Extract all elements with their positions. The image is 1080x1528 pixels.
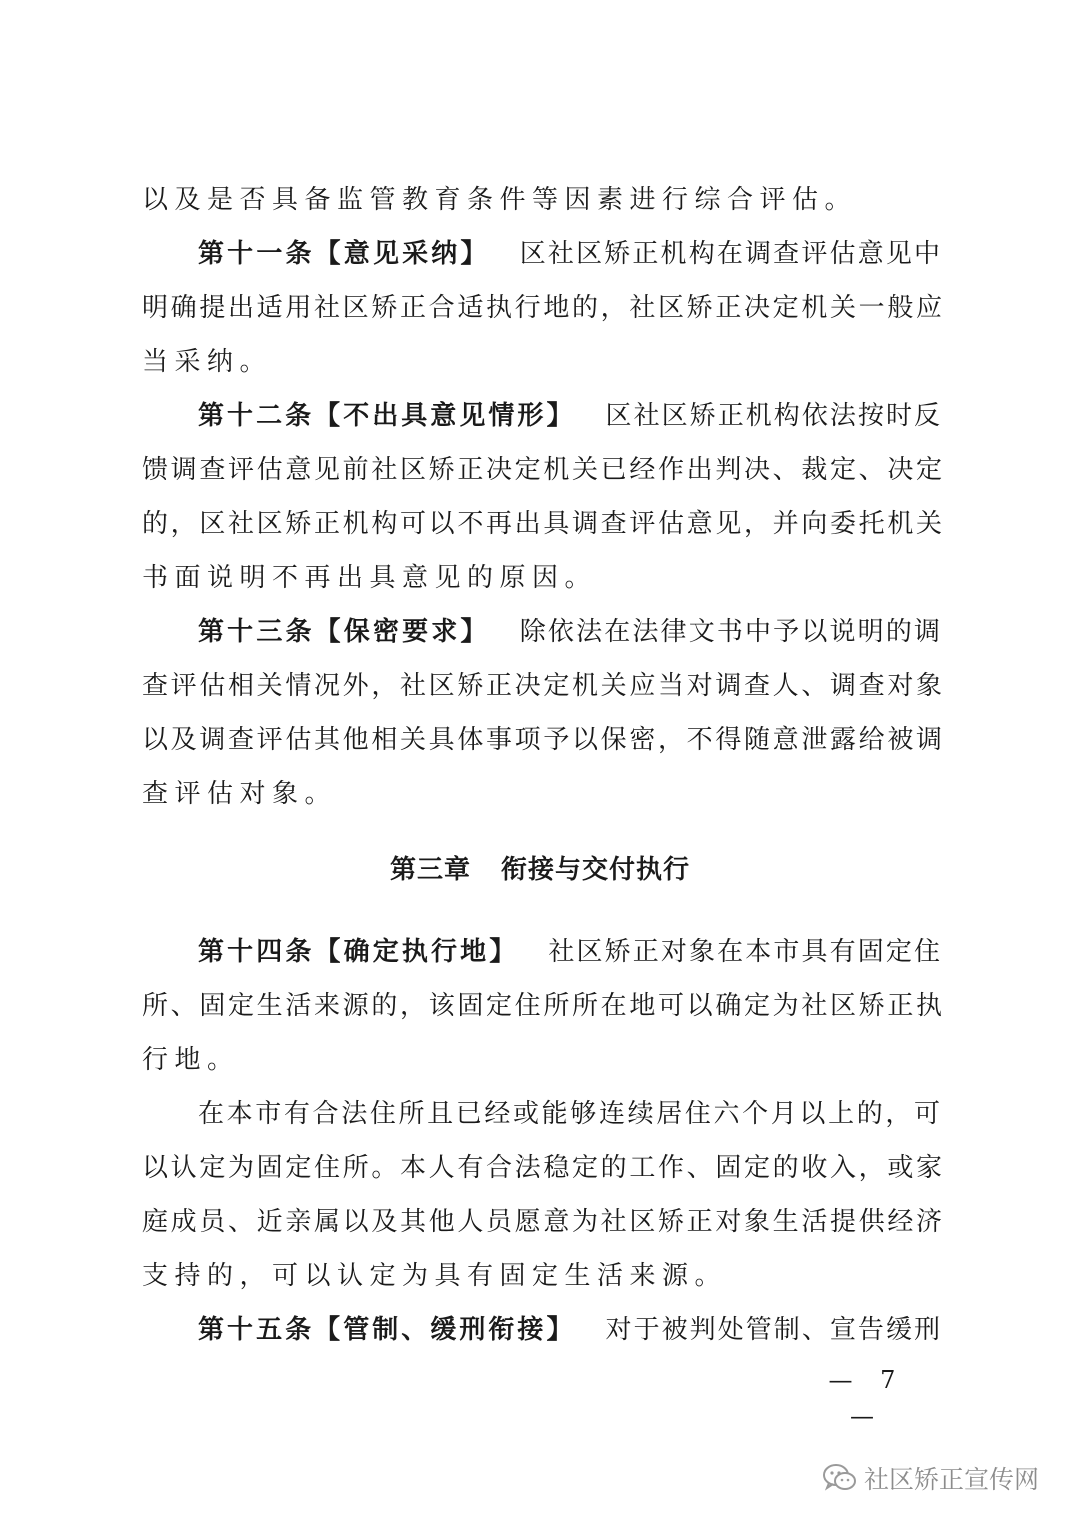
paragraph-line: 行地。 (142, 1045, 240, 1075)
paragraph-line: 庭成员、近亲属以及其他人员愿意为社区矫正对象生活提供经济 (142, 1207, 942, 1237)
paragraph-line: 在本市有合法住所且已经或能够连续居住六个月以上的，可 (198, 1099, 940, 1129)
article-12-heading-line: 第十二条【不出具意见情形】 区社区矫正机构依法按时反 (198, 401, 940, 431)
chapter-number: 第三章 (389, 855, 471, 885)
paragraph-line: 查评估对象。 (142, 779, 338, 809)
paragraph-line: 明确提出适用社区矫正合适执行地的，社区矫正决定机关一般应 (142, 293, 942, 323)
watermark (822, 1458, 1039, 1498)
article-heading: 第十四条【确定执行地】 (198, 937, 519, 967)
article-13-heading-line: 第十三条【保密要求】 除依法在法律文书中予以说明的调 (198, 617, 940, 647)
paragraph-line: 的，区社区矫正机构可以不再出具调查评估意见，并向委托机关 (142, 509, 942, 539)
chapter-title (0, 850, 1080, 890)
article-heading: 第十一条【意见采纳】 (198, 239, 490, 269)
paragraph-line: 以认定为固定住所。本人有合法稳定的工作、固定的收入，或家 (142, 1153, 942, 1183)
paragraph-line: 以及是否具备监管教育条件等因素进行综合评估。 (142, 185, 858, 215)
paragraph-line: 所、固定生活来源的，该固定住所所在地可以确定为社区矫正执 (142, 991, 942, 1021)
article-heading: 第十三条【保密要求】 (198, 617, 490, 647)
watermark-text: 社区矫正宣传网 (864, 1465, 1040, 1494)
article-14-heading-line: 第十四条【确定执行地】 社区矫正对象在本市具有固定住 (198, 937, 940, 967)
article-15-heading-line: 第十五条【管制、缓刑衔接】 对于被判处管制、宣告缓刑 (198, 1315, 940, 1345)
article-heading: 第十五条【管制、缓刑衔接】 (198, 1315, 576, 1345)
page-number: — 7 — (828, 1366, 906, 1430)
wechat-icon (822, 1463, 858, 1493)
article-heading: 第十二条【不出具意见情形】 (198, 401, 576, 431)
paragraph-line: 当采纳。 (142, 347, 273, 377)
chapter-name: 衔接与交付执行 (501, 855, 691, 885)
paragraph-line: 馈调查评估意见前社区矫正决定机关已经作出判决、裁定、决定 (142, 455, 942, 485)
paragraph-line: 支持的，可以认定为具有固定生活来源。 (142, 1261, 728, 1291)
article-11-heading-line: 第十一条【意见采纳】 区社区矫正机构在调查评估意见中 (198, 239, 940, 269)
paragraph-line: 查评估相关情况外，社区矫正决定机关应当对调查人、调查对象 (142, 671, 942, 701)
paragraph-line: 以及调查评估其他相关具体事项予以保密，不得随意泄露给被调 (142, 725, 942, 755)
paragraph-line: 书面说明不再出具意见的原因。 (142, 563, 598, 593)
